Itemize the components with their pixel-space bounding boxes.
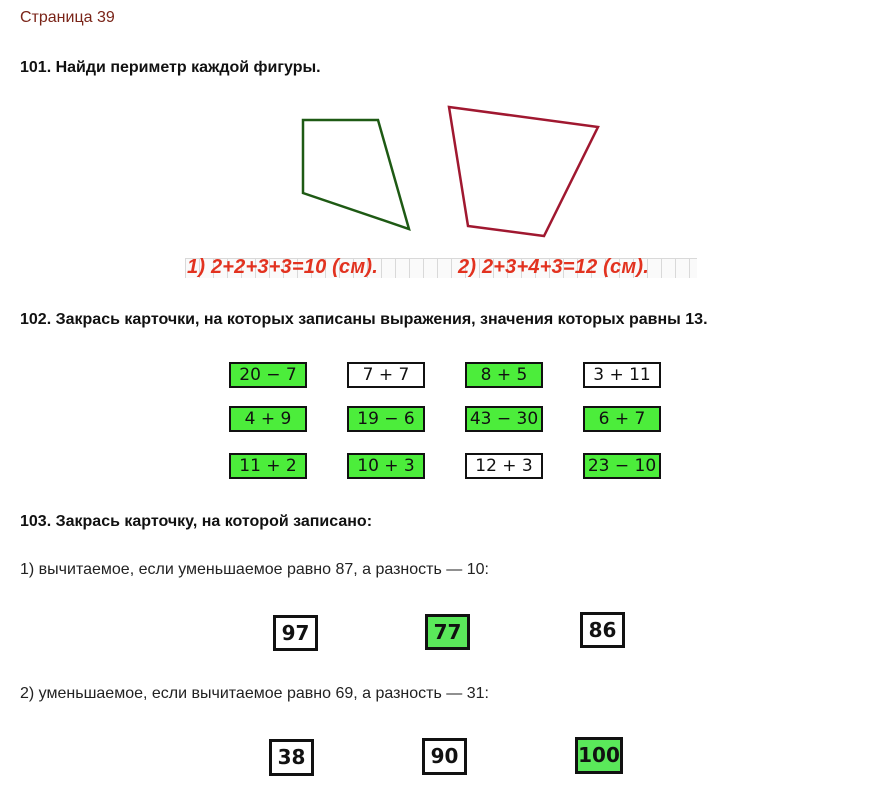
expression-card[interactable]: 23 − 10 bbox=[583, 453, 661, 479]
expression-card[interactable]: 12 + 3 bbox=[465, 453, 543, 479]
number-card[interactable]: 90 bbox=[422, 738, 467, 775]
question-1: 1) вычитаемое, если уменьшаемое равно 87, а разность — 10: bbox=[20, 561, 489, 578]
page-label: Страница 39 bbox=[20, 9, 115, 26]
expression-card[interactable]: 19 − 6 bbox=[347, 406, 425, 432]
quadrilateral-figure-1 bbox=[303, 120, 409, 229]
number-card[interactable]: 77 bbox=[425, 614, 470, 650]
task-101-title: 101. Найди периметр каждой фигуры. bbox=[20, 59, 321, 76]
answer-2: 2) 2+3+4+3=12 (см). bbox=[458, 256, 649, 278]
expression-card[interactable]: 11 + 2 bbox=[229, 453, 307, 479]
number-card[interactable]: 100 bbox=[575, 737, 623, 774]
task-102-title: 102. Закрась карточки, на которых записаны выражения, значения которых равны 13. bbox=[20, 311, 708, 328]
number-card[interactable]: 86 bbox=[580, 612, 625, 648]
expression-card[interactable]: 4 + 9 bbox=[229, 406, 307, 432]
task-103-title: 103. Закрась карточку, на которой записано: bbox=[20, 513, 373, 530]
expression-card[interactable]: 6 + 7 bbox=[583, 406, 661, 432]
expression-card[interactable]: 43 − 30 bbox=[465, 406, 543, 432]
expression-card[interactable]: 20 − 7 bbox=[229, 362, 307, 388]
expression-card[interactable]: 3 + 11 bbox=[583, 362, 661, 388]
expression-card[interactable]: 8 + 5 bbox=[465, 362, 543, 388]
number-card[interactable]: 38 bbox=[269, 739, 314, 776]
number-card[interactable]: 97 bbox=[273, 615, 318, 651]
answer-1: 1) 2+2+3+3=10 (см). bbox=[187, 256, 378, 278]
expression-card[interactable]: 10 + 3 bbox=[347, 453, 425, 479]
question-2: 2) уменьшаемое, если вычитаемое равно 69, а разность — 31: bbox=[20, 685, 489, 702]
expression-card[interactable]: 7 + 7 bbox=[347, 362, 425, 388]
quadrilateral-figure-2 bbox=[449, 107, 598, 236]
